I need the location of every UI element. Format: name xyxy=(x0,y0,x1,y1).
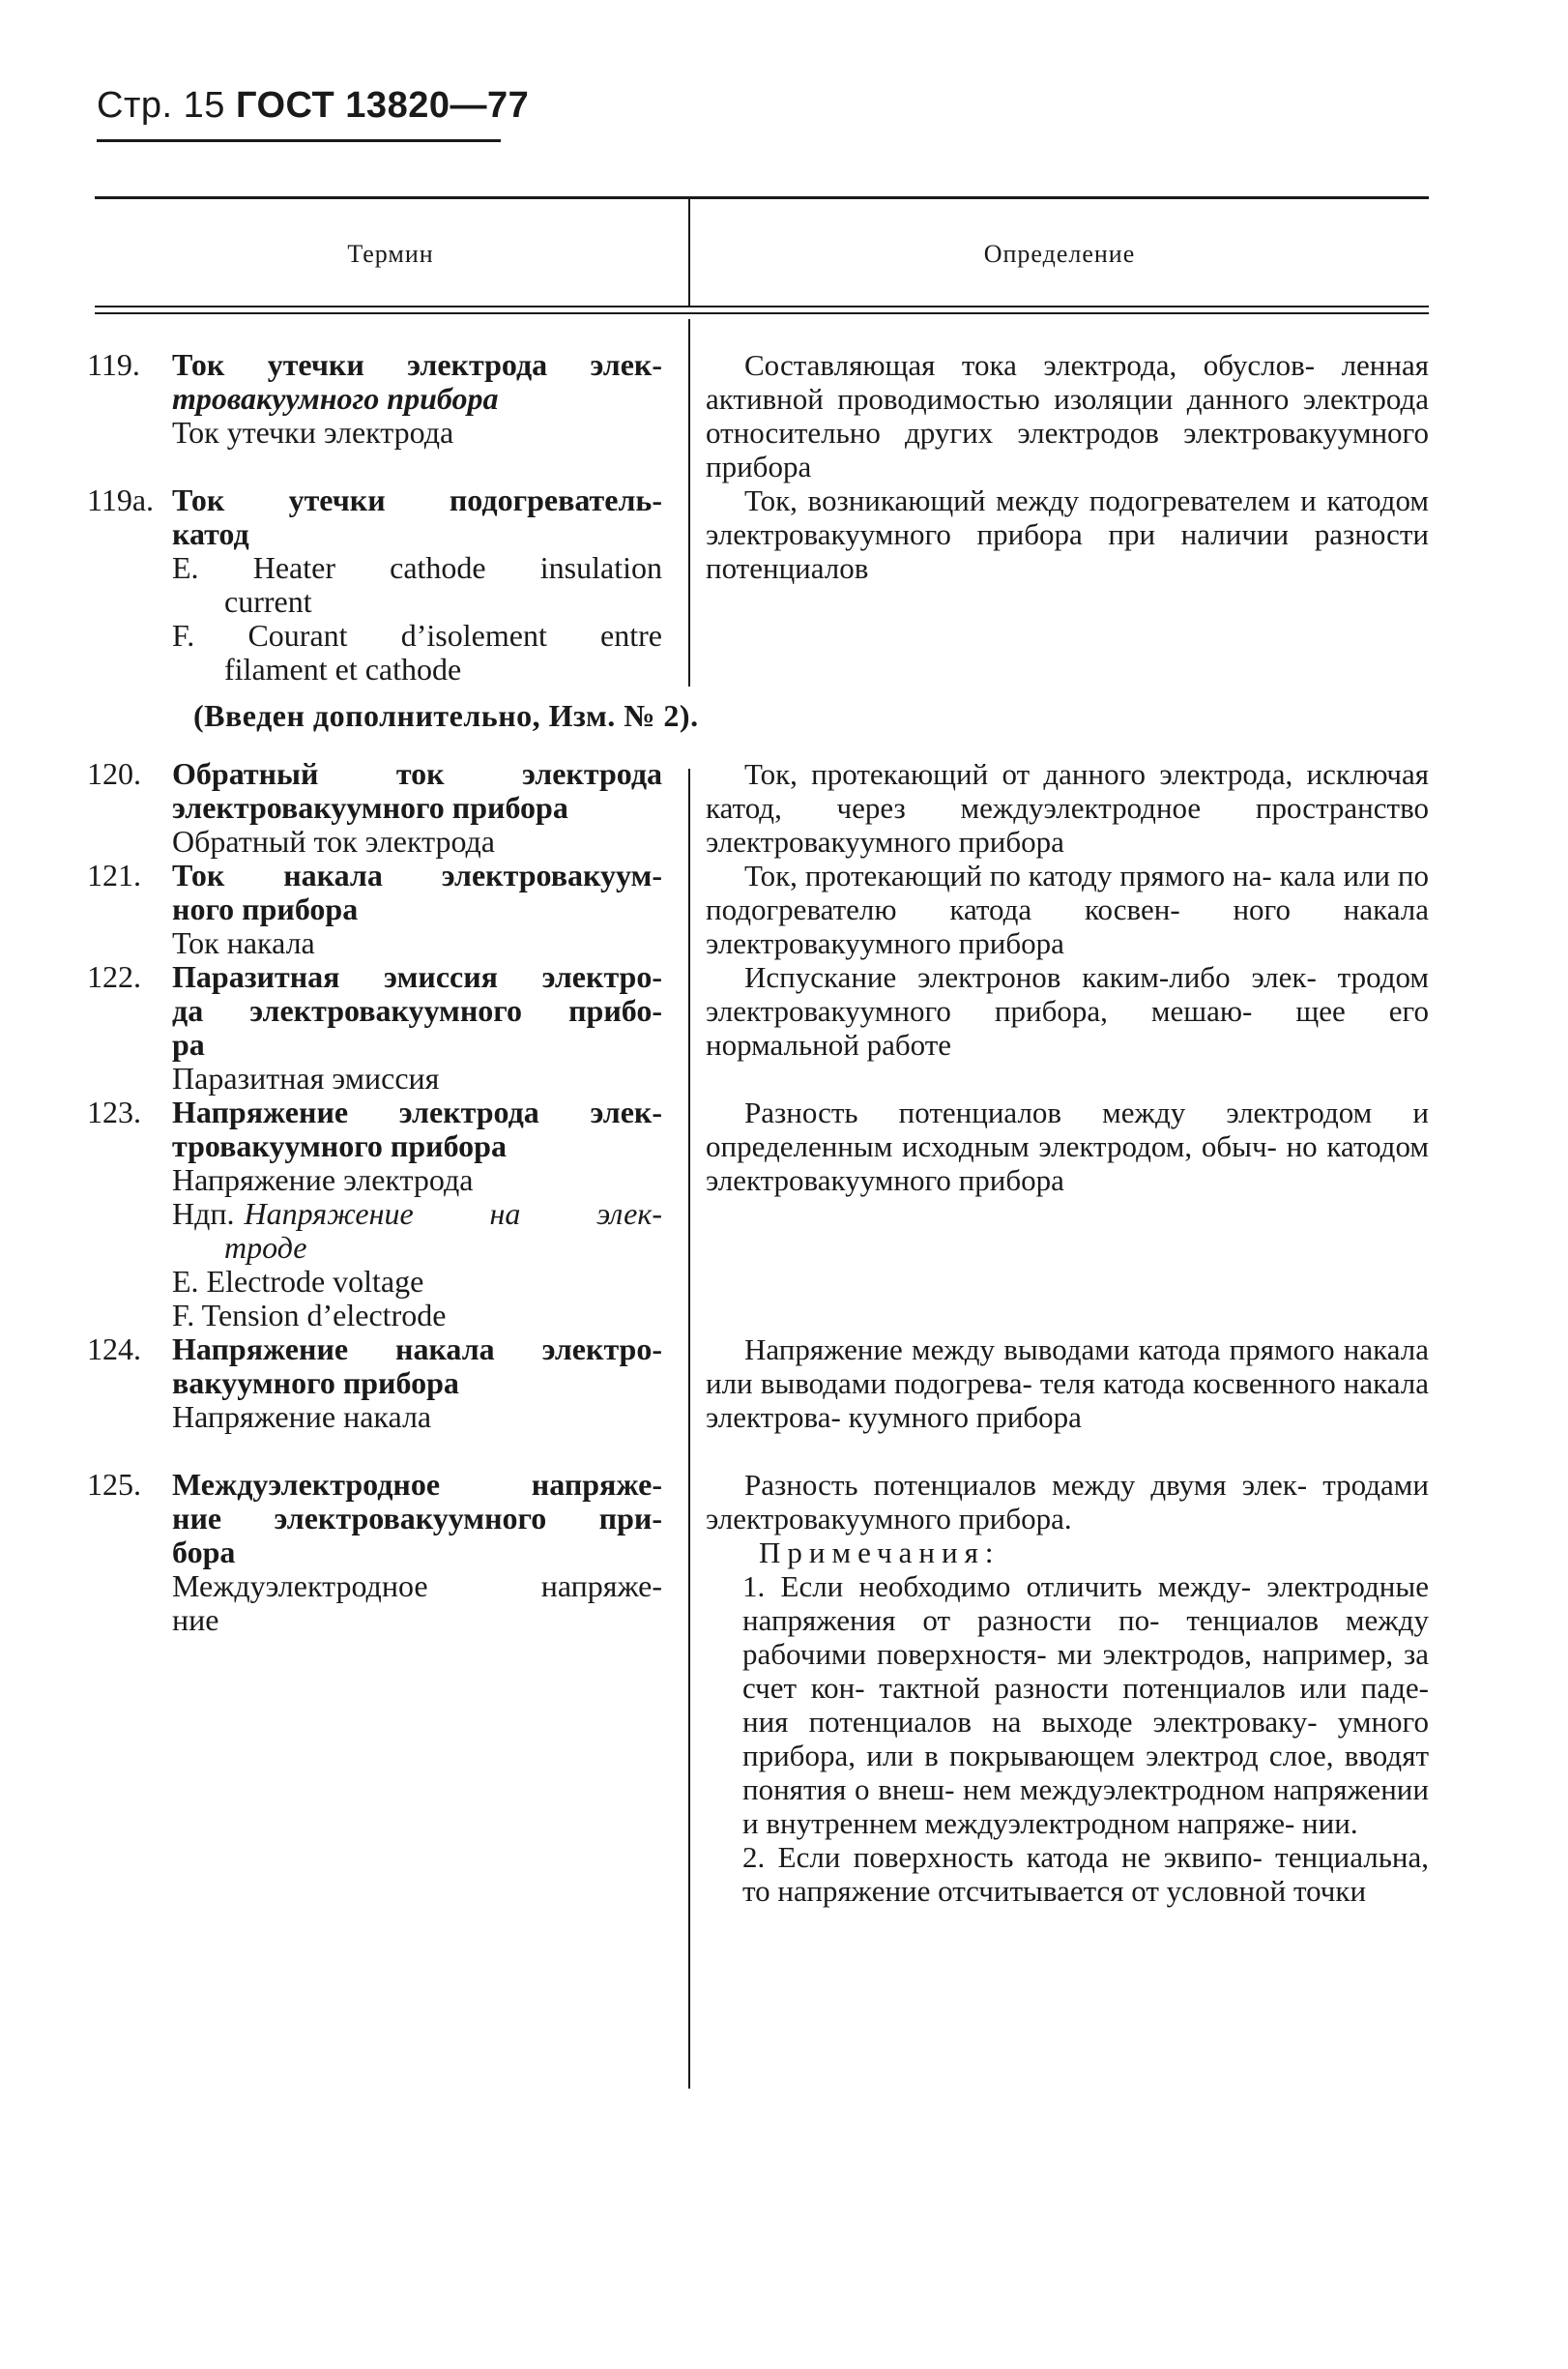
term-number: 120. xyxy=(87,756,141,791)
term-synonym: Ток утечки электрода xyxy=(172,415,454,450)
definition-text: Ток, протекающий от данного электрода, исключая катод, через междуэлектродное пространство электровакуумного прибора xyxy=(706,757,1429,859)
definition-123 xyxy=(706,1096,1429,1197)
term-number: 119. xyxy=(87,347,140,382)
definition-125 xyxy=(706,1468,1429,1908)
definition-text: Напряжение между выводами катода прямого накала или выводами подогрева- теля катода косвенного накала электрова- куумного прибора xyxy=(706,1332,1429,1434)
column-header-term: Термин xyxy=(347,240,434,268)
term-synonym: Паразитная эмиссия xyxy=(172,1061,440,1096)
column-divider-header xyxy=(688,199,690,306)
term-title: катод xyxy=(172,516,249,551)
term-title: электровакуумного прибора xyxy=(172,790,568,825)
term-synonym: Междуэлектродное напряже- xyxy=(172,1568,662,1603)
term-synonym: ние xyxy=(172,1602,219,1637)
column-divider-upper xyxy=(688,319,690,687)
page-label: Стр. 15 xyxy=(97,85,225,126)
term-french: F. Tension d’electrode xyxy=(172,1298,447,1332)
definition-text: Ток, возникающий между подогревателем и катодом электровакуумного прибора при наличии разности потенциалов xyxy=(706,483,1429,585)
term-title: Напряжение накала электро- xyxy=(172,1331,662,1366)
term-title: Ток утечки подогреватель- xyxy=(172,483,662,517)
table-header-rule-1 xyxy=(95,306,1429,307)
definition-119 xyxy=(706,348,1429,483)
term-number: 123. xyxy=(87,1095,141,1129)
term-title: тровакуумного прибора xyxy=(172,381,499,416)
term-synonym: Ток накала xyxy=(172,925,315,960)
term-synonym: Обратный ток электрода xyxy=(172,824,495,859)
term-123 xyxy=(87,1096,662,1332)
table-header-rule-2 xyxy=(95,312,1429,314)
definition-text: Ток, протекающий по катоду прямого на- кала или по подогревателю катода косвен- ного накала электровакуумного прибора xyxy=(706,859,1429,960)
term-121 xyxy=(87,859,662,960)
term-title: ра xyxy=(172,1027,205,1062)
term-deprecated: Ндп. Напряжение на элек- троде xyxy=(172,1196,662,1265)
term-synonym: Напряжение электрода xyxy=(172,1162,474,1197)
note-1: 1. Если необходимо отличить между- электродные напряжения от разности по- тенциалов между рабочими поверхностя- ми электродов, например, за счет кон- тактной разности потенциалов или паде- ния потенциалов на выходе электроваку- умного прибора, или в покрывающем электрод слое, вводят понятия о внеш- нем междуэлектродном напряжении и внутреннем междуэлектродном напряже- нии. xyxy=(742,1569,1429,1840)
note-2: 2. Если поверхность катода не эквипо- тенциальна, то напряжение отсчитывается от условной точки xyxy=(742,1840,1429,1908)
term-119 xyxy=(87,348,662,450)
definition-text: Испускание электронов каким-либо элек- тродом электровакуумного прибора, мешаю- щее его нормальной работе xyxy=(706,960,1429,1062)
header-underline xyxy=(97,139,501,142)
term-title: бора xyxy=(172,1535,236,1569)
column-divider-lower xyxy=(688,769,690,2089)
page-header xyxy=(97,85,529,127)
term-title: Паразитная эмиссия электро- xyxy=(172,959,662,994)
term-number: 125. xyxy=(87,1467,141,1502)
term-number: 121. xyxy=(87,858,141,892)
term-120 xyxy=(87,757,662,859)
definition-121 xyxy=(706,859,1429,960)
term-number: 119а. xyxy=(87,483,155,517)
notes-title: Примечания: xyxy=(759,1535,1001,1569)
definition-122 xyxy=(706,960,1429,1062)
term-title: вакуумного прибора xyxy=(172,1365,459,1400)
definition-119a xyxy=(706,483,1429,585)
term-english: E. Heater cathode insulation current xyxy=(172,550,662,619)
term-119a xyxy=(87,483,662,687)
term-english: E. Electrode voltage xyxy=(172,1264,424,1299)
column-header-definition: Определение xyxy=(983,240,1136,268)
term-synonym: Напряжение накала xyxy=(172,1399,432,1434)
term-125 xyxy=(87,1468,662,1637)
term-french: F. Courant d’isolement entre filament et cathode xyxy=(172,618,662,687)
term-title: Обратный ток электрода xyxy=(172,756,662,791)
term-title: Ток утечки электрода элек- xyxy=(172,347,662,382)
term-title: да электровакуумного прибо- xyxy=(172,993,662,1028)
table-top-rule xyxy=(95,196,1429,199)
definition-text: Разность потенциалов между электродом и определенным исходным электродом, обыч- но катодом электровакуумного прибора xyxy=(706,1096,1429,1197)
term-title: тровакуумного прибора xyxy=(172,1128,507,1163)
term-number: 124. xyxy=(87,1331,141,1366)
term-title: ного прибора xyxy=(172,892,359,926)
term-124 xyxy=(87,1332,662,1434)
definition-124 xyxy=(706,1332,1429,1434)
term-title: Напряжение электрода элек- xyxy=(172,1095,662,1129)
term-122 xyxy=(87,960,662,1096)
amendment-note: (Введен дополнительно, Изм. № 2). xyxy=(193,698,699,733)
term-title: Ток накала электровакуум- xyxy=(172,858,662,892)
term-number: 122. xyxy=(87,959,141,994)
standard-number: ГОСТ 13820—77 xyxy=(235,85,530,126)
definition-text: Разность потенциалов между двумя элек- тродами электровакуумного прибора. xyxy=(706,1468,1429,1535)
definition-text: Составляющая тока электрода, обуслов- ленная активной проводимостью изоляции данного электрода относительно других электродов электровакуумного прибора xyxy=(706,348,1429,483)
definition-120 xyxy=(706,757,1429,859)
term-title: ние электровакуумного при- xyxy=(172,1501,662,1535)
term-title: Междуэлектродное напряже- xyxy=(172,1467,662,1502)
